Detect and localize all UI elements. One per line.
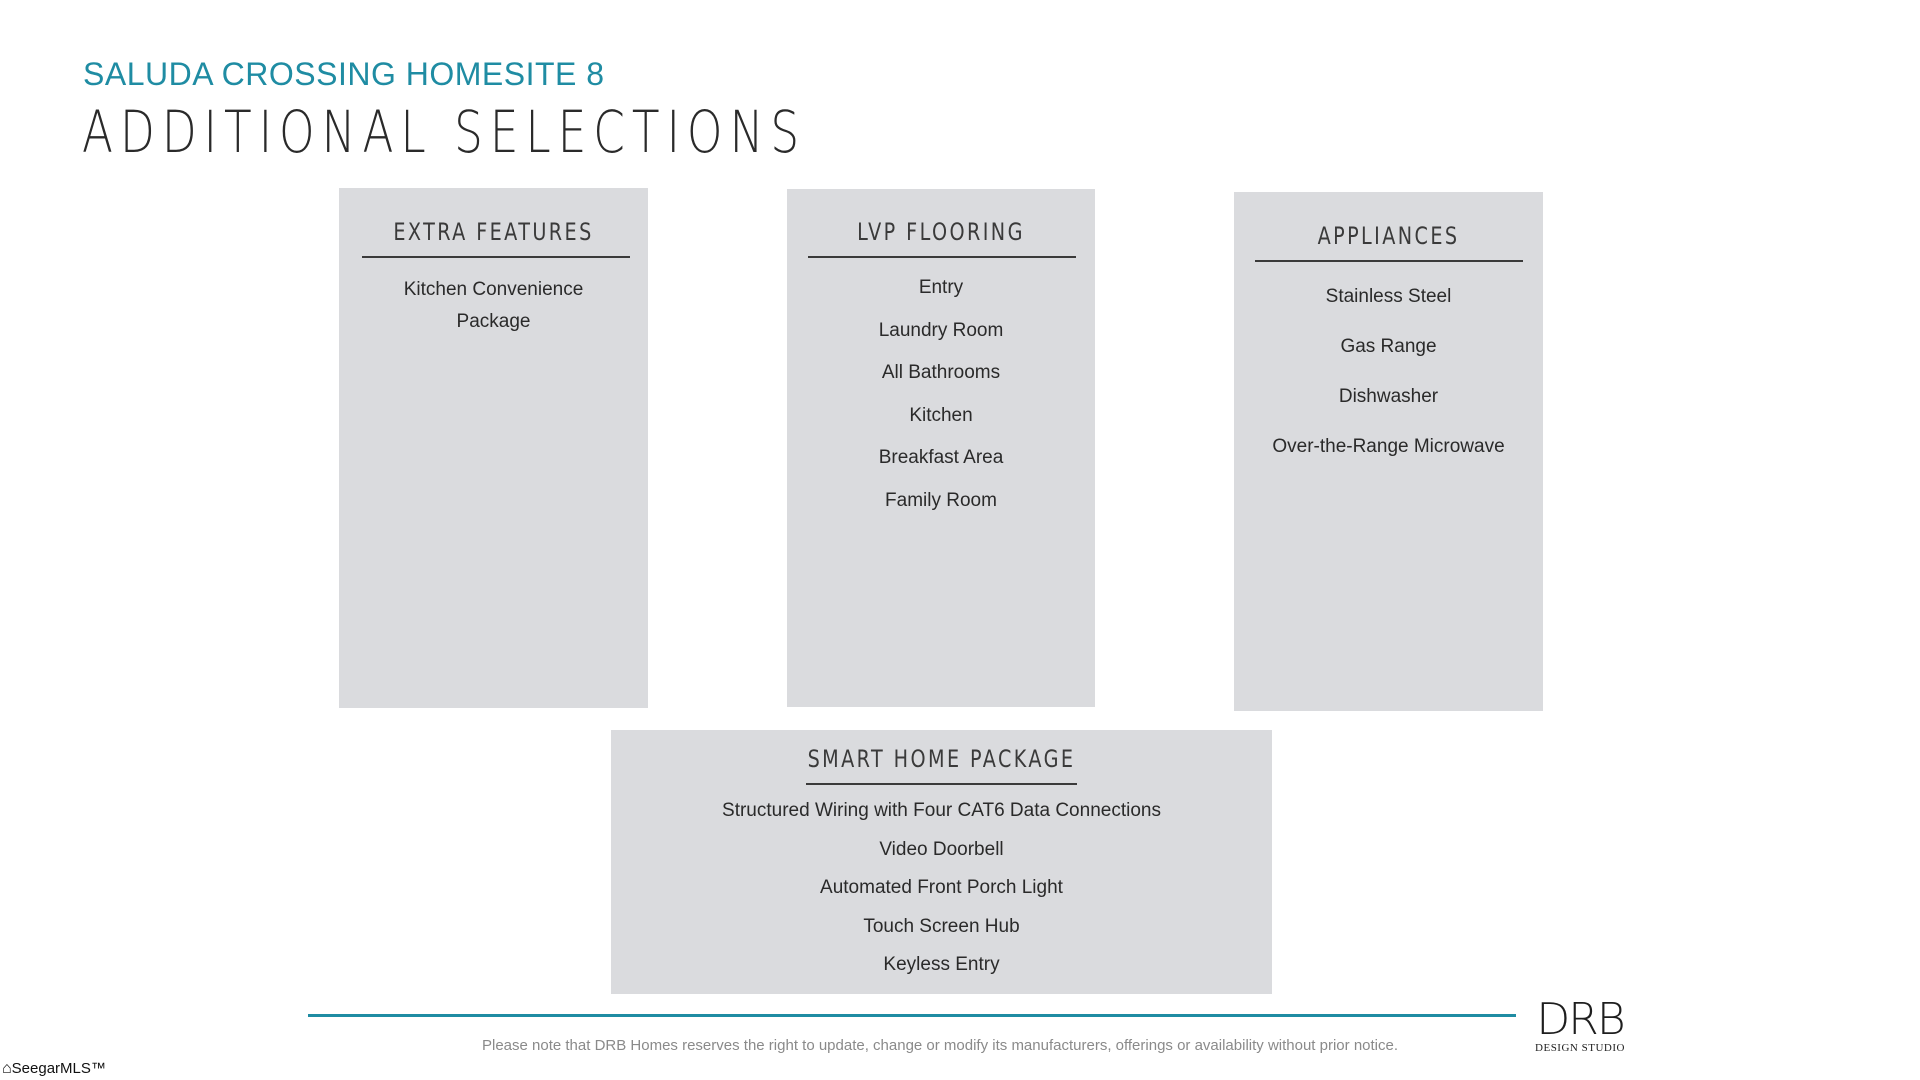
- footer-divider: [308, 1014, 1516, 1017]
- list-item: Breakfast Area: [878, 447, 1004, 468]
- appliances-panel: [1234, 192, 1543, 711]
- page-title: ADDITIONAL SELECTIONS: [82, 98, 807, 166]
- house-icon: ⌂: [2, 1060, 12, 1077]
- panel-divider: [362, 256, 630, 258]
- list-item: Entry: [918, 277, 964, 298]
- list-item: Over-the-Range Microwave: [1272, 436, 1505, 457]
- smart-home-panel: [611, 730, 1272, 994]
- smart-home-list: [611, 792, 1272, 985]
- lvp-flooring-panel: [787, 189, 1095, 707]
- list-item: Dishwasher: [1338, 386, 1439, 407]
- drb-design-studio-logo: [1530, 994, 1630, 1058]
- logo-mark: DRB: [1536, 994, 1624, 1045]
- logo-subtitle: DESIGN STUDIO: [1535, 1042, 1625, 1054]
- list-item: Stainless Steel: [1325, 286, 1452, 307]
- list-item: Family Room: [885, 489, 997, 511]
- watermark-text: SeegarMLS™: [11, 1060, 106, 1077]
- extra-features-panel: [339, 188, 648, 708]
- mls-watermark: [2, 1060, 106, 1078]
- panel-divider: [806, 783, 1077, 785]
- list-item: Kitchen Convenience: [403, 279, 584, 300]
- extra-features-list: [339, 274, 648, 338]
- list-item: Touch Screen Hub: [863, 915, 1020, 937]
- disclaimer-text: Please note that DRB Homes reserves the right to update, change or modify its manufacturers, offerings or availability without prior notice.: [482, 1037, 1399, 1054]
- list-item: Gas Range: [1340, 336, 1437, 357]
- lvp-flooring-list: [787, 267, 1095, 522]
- list-item: Video Doorbell: [879, 838, 1004, 860]
- panel-heading: LVP FLOORING: [857, 218, 1025, 246]
- list-item: All Bathrooms: [881, 362, 1001, 383]
- panel-heading: SMART HOME PACKAGE: [807, 745, 1076, 773]
- panel-heading: APPLIANCES: [1317, 222, 1460, 250]
- list-item: Structured Wiring with Four CAT6 Data Connections: [722, 800, 1161, 821]
- list-item: Automated Front Porch Light: [820, 877, 1063, 898]
- list-item: Keyless Entry: [883, 954, 1000, 975]
- list-item: Package: [456, 311, 531, 332]
- list-item: Kitchen: [909, 404, 973, 426]
- appliances-list: [1234, 272, 1543, 472]
- list-item: Laundry Room: [878, 319, 1004, 341]
- panel-heading: EXTRA FEATURES: [393, 218, 594, 246]
- page-subtitle: SALUDA CROSSING HOMESITE 8: [83, 56, 605, 92]
- panel-divider: [1255, 260, 1523, 262]
- panel-divider: [808, 256, 1076, 258]
